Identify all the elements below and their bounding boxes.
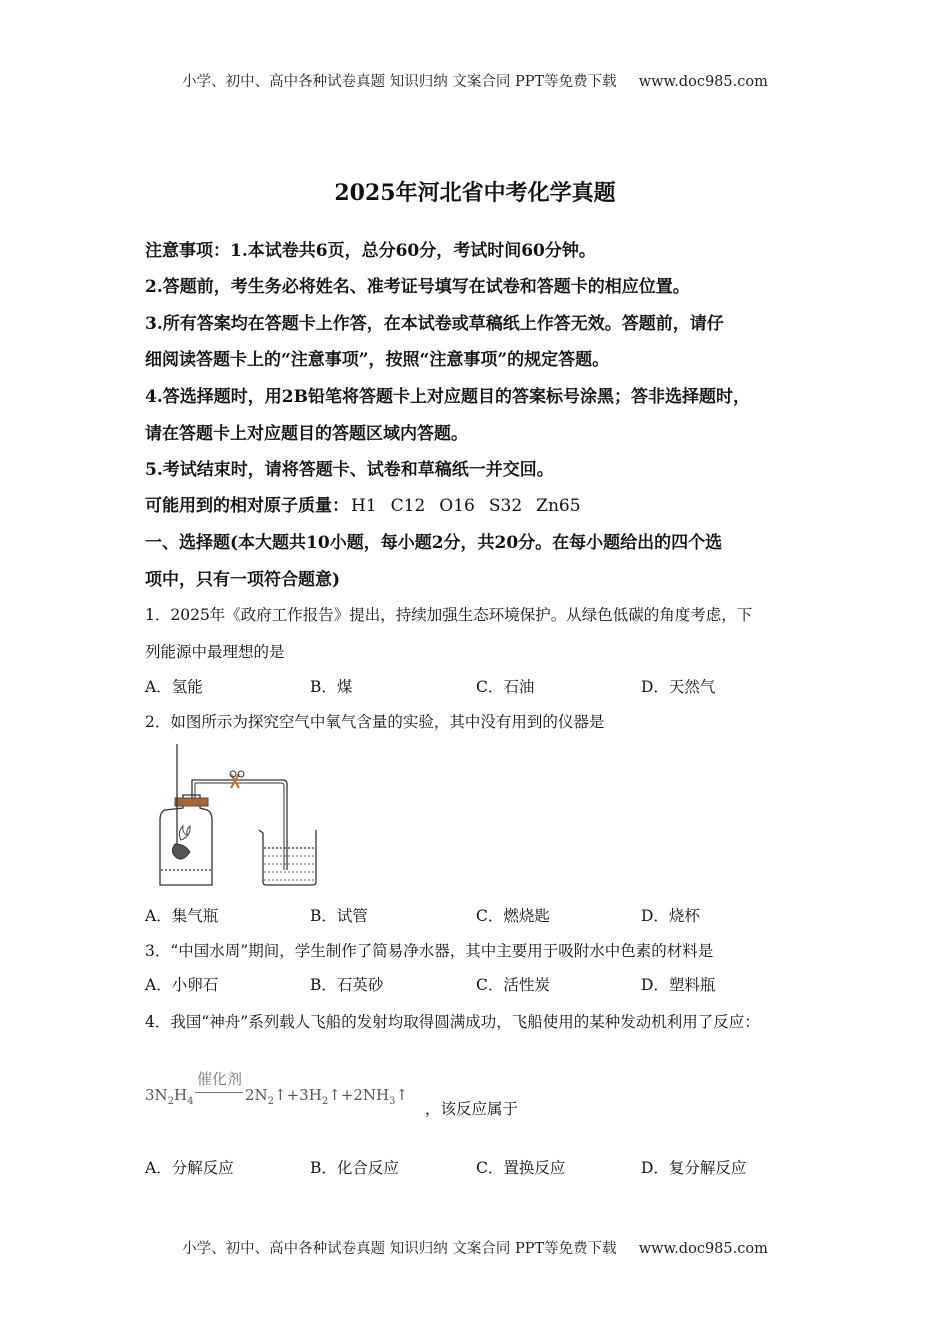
note-5: 5.考试结束时，请将答题卡、试卷和草稿纸一并交回。 <box>145 460 554 480</box>
mass-c: C12 <box>390 496 426 516</box>
mass-o: O16 <box>439 496 475 516</box>
mass-h: H1 <box>351 496 377 516</box>
q4-option-a: A．分解反应 <box>145 1159 234 1177</box>
page-footer <box>0 1237 950 1258</box>
q2-stem: 2．如图所示为探究空气中氧气含量的实验，其中没有用到的仪器是 <box>145 713 605 731</box>
note-4: 4.答选择题时，用2B铅笔将答题卡上对应题目的答案标号涂黑；答非选择题时， <box>145 387 750 407</box>
section-heading: 一、选择题(本大题共10小题，每小题2分，共20分。在每小题给出的四个选 <box>145 533 723 553</box>
equation-products: $2N_2↑+3H_2↑+2NH_3↑$ <box>245 1086 409 1107</box>
q4-stem: 4．我国“神舟”系列载人飞船的发射均取得圆满成功，飞船使用的某种发动机利用了反应： <box>145 1013 760 1031</box>
mass-s: S32 <box>488 496 523 516</box>
page-title: 2025年河北省中考化学真题 <box>334 180 616 206</box>
note-3-cont: 细阅读答题卡上的“注意事项”，按照“注意事项”的规定答题。 <box>145 350 610 370</box>
header-text: 小学、初中、高中各种试卷真题 知识归纳 文案合同 PPT等免费下载 <box>182 74 617 90</box>
rubber-stopper <box>175 798 208 806</box>
footer-site-link[interactable]: www.doc985.com <box>638 1241 768 1257</box>
note-2: 2.答题前，考生务必将姓名、准考证号填写在试卷和答题卡的相应位置。 <box>145 277 690 297</box>
reaction-arrow-line <box>195 1092 243 1093</box>
gas-collection-bottle <box>160 795 212 885</box>
header-site-link[interactable]: www.doc985.com <box>638 74 768 90</box>
q3-stem: 3．“中国水周”期间，学生制作了简易净水器，其中主要用于吸附水中色素的材料是 <box>145 942 714 960</box>
mass-zn: Zn65 <box>536 496 581 516</box>
combustion-spoon <box>172 844 190 859</box>
footer-text: 小学、初中、高中各种试卷真题 知识归纳 文案合同 PPT等免费下载 <box>182 1241 617 1257</box>
note-4-cont: 请在答题卡上对应题目的答题区域内答题。 <box>145 424 468 444</box>
q2-option-b: B．试管 <box>310 907 368 925</box>
q4-option-d: D．复分解反应 <box>641 1159 747 1177</box>
section-heading-cont: 项中，只有一项符合题意) <box>145 570 341 590</box>
catalyst-label: 催化剂 <box>197 1070 243 1088</box>
note-3: 3.所有答案均在答题卡上作答，在本试卷或草稿纸上作答无效。答题前，请仔 <box>145 314 724 334</box>
q1-option-a: A．氢能 <box>145 678 203 696</box>
q3-option-b: B．石英砂 <box>310 976 384 994</box>
q3-option-d: D．塑料瓶 <box>641 976 716 994</box>
flame <box>179 826 190 840</box>
atomic-mass-label: 可能用到的相对原子质量： <box>145 496 349 516</box>
q1-stem: 1．2025年《政府工作报告》提出，持续加强生态环境保护。从绿色低碳的角度考虑，下 <box>145 606 753 624</box>
experiment-apparatus-figure <box>155 740 330 890</box>
q3-option-a: A．小卵石 <box>145 976 219 994</box>
q3-option-c: C．活性炭 <box>476 976 550 994</box>
q4-option-b: B．化合反应 <box>310 1159 399 1177</box>
equation-reactant: $3N_2H_4$ <box>145 1086 194 1107</box>
q2-option-c: C．燃烧匙 <box>476 907 550 925</box>
q2-option-d: D．烧杯 <box>641 907 700 925</box>
q1-option-c: C．石油 <box>476 678 535 696</box>
page-header <box>0 70 950 91</box>
q4-equation-tail: ，该反应属于 <box>425 1100 519 1118</box>
q1-stem-cont: 列能源中最理想的是 <box>145 643 285 661</box>
connecting-tube <box>192 780 287 870</box>
q1-option-b: B．煤 <box>310 678 353 696</box>
q4-option-c: C．置换反应 <box>476 1159 566 1177</box>
q1-option-d: D．天然气 <box>641 678 716 696</box>
note-1: 注意事项：1.本试卷共6页，总分60分，考试时间60分钟。 <box>145 241 596 261</box>
atomic-mass-line <box>145 491 595 516</box>
q2-option-a: A．集气瓶 <box>145 907 219 925</box>
